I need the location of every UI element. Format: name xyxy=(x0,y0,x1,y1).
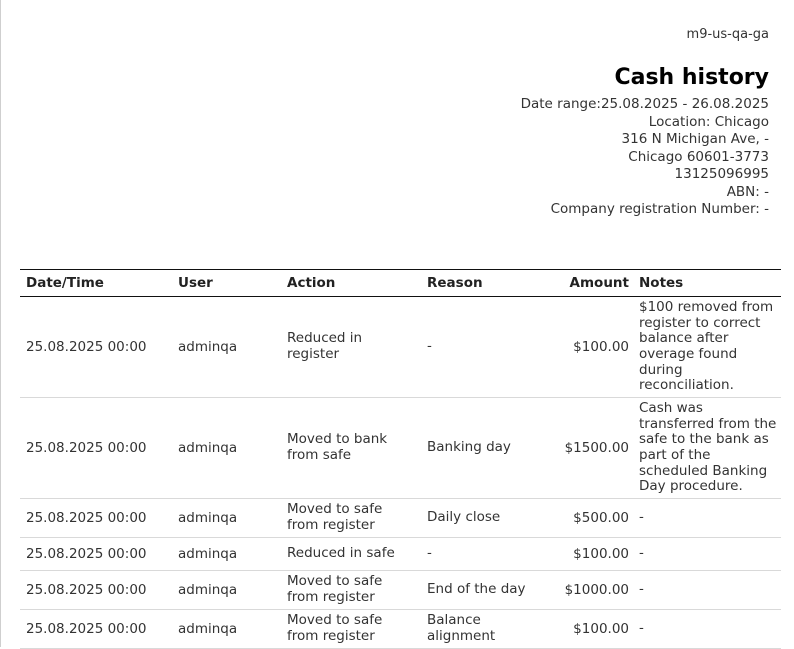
cell-notes: - xyxy=(633,538,781,571)
cell-user: adminqa xyxy=(172,499,281,538)
header-amount: Amount xyxy=(541,270,633,297)
cell-action: Reduced in register xyxy=(281,297,421,398)
cell-datetime: 25.08.2025 00:00 xyxy=(20,571,172,610)
address-line-1: 316 N Michigan Ave, - xyxy=(621,131,769,147)
cell-reason: Banking day xyxy=(421,398,541,499)
cell-action: Moved to bank from safe xyxy=(281,398,421,499)
cell-user: adminqa xyxy=(172,398,281,499)
table-row xyxy=(20,398,781,499)
cell-user: adminqa xyxy=(172,538,281,571)
cell-notes: Cash was transferred from the safe to the bank as part of the scheduled Banking Day procedure. xyxy=(633,398,781,499)
abn: ABN: - xyxy=(726,183,769,200)
cell-notes: - xyxy=(633,571,781,610)
cell-reason: End of the day xyxy=(421,571,541,610)
location: Location: Chicago xyxy=(648,113,769,130)
header-datetime: Date/Time xyxy=(20,270,172,297)
cell-notes: - xyxy=(633,499,781,538)
cell-action: Moved to safe from register xyxy=(281,610,421,649)
cell-amount: $100.00 xyxy=(541,297,633,398)
cell-datetime: 25.08.2025 00:00 xyxy=(20,610,172,649)
table-row xyxy=(20,610,781,649)
cell-datetime: 25.08.2025 00:00 xyxy=(20,398,172,499)
page-title: Cash history xyxy=(614,65,769,90)
cell-user: adminqa xyxy=(172,571,281,610)
header-action: Action xyxy=(281,270,421,297)
header-user: User xyxy=(172,270,281,297)
cell-amount: $100.00 xyxy=(541,610,633,649)
store-code: m9-us-qa-ga xyxy=(686,27,769,42)
cell-action: Moved to safe from register xyxy=(281,571,421,610)
cash-history-table xyxy=(20,269,781,649)
cell-amount: $1000.00 xyxy=(541,571,633,610)
cell-datetime: 25.08.2025 00:00 xyxy=(20,499,172,538)
page-left-border xyxy=(0,0,1,647)
cell-user: adminqa xyxy=(172,297,281,398)
date-range: Date range:25.08.2025 - 26.08.2025 xyxy=(520,96,769,112)
table-header-row xyxy=(20,270,781,297)
cell-datetime: 25.08.2025 00:00 xyxy=(20,538,172,571)
cell-reason: Balance alignment xyxy=(421,610,541,649)
cell-reason: Daily close xyxy=(421,499,541,538)
cell-action: Moved to safe from register xyxy=(281,499,421,538)
cell-user: adminqa xyxy=(172,610,281,649)
table-row xyxy=(20,571,781,610)
cell-reason: - xyxy=(421,297,541,398)
cell-action: Reduced in safe xyxy=(281,538,421,571)
report-info xyxy=(521,96,769,219)
cell-notes: - xyxy=(633,610,781,649)
cell-amount: $1500.00 xyxy=(541,398,633,499)
table-row xyxy=(20,297,781,398)
phone-number: 13125096995 xyxy=(674,166,769,182)
cell-datetime: 25.08.2025 00:00 xyxy=(20,297,172,398)
cell-amount: $100.00 xyxy=(541,538,633,571)
table-row xyxy=(20,499,781,538)
cell-amount: $500.00 xyxy=(541,499,633,538)
table-row xyxy=(20,538,781,571)
company-registration: Company registration Number: - xyxy=(550,201,769,217)
cell-reason: - xyxy=(421,538,541,571)
header-reason: Reason xyxy=(421,270,541,297)
address-line-2: Chicago 60601-3773 xyxy=(628,148,769,165)
header-notes: Notes xyxy=(633,270,781,297)
cell-notes: $100 removed from register to correct balance after overage found during reconciliation. xyxy=(633,297,781,398)
